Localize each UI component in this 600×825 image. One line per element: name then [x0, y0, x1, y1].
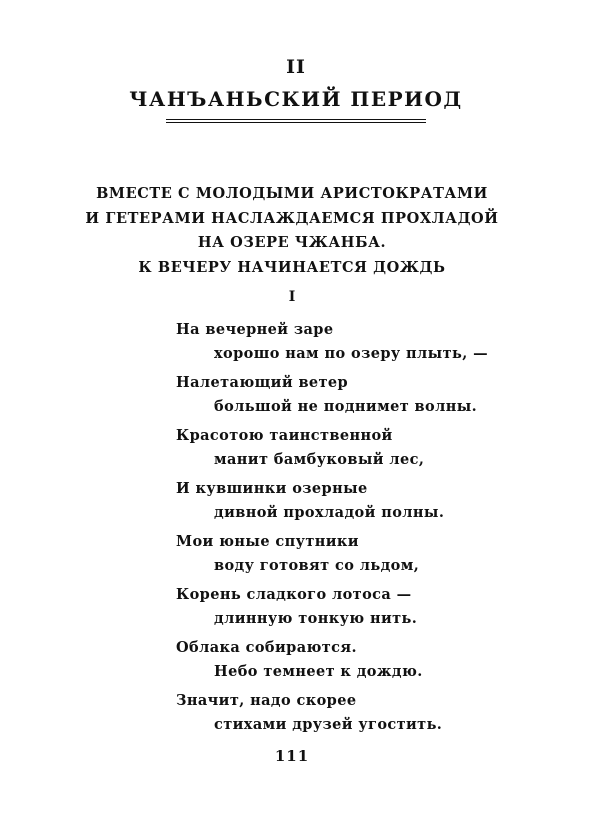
stanza-line: Корень сладкого лотоса — [176, 586, 412, 603]
stanza-line-indented: дивной прохладой полны. [214, 504, 445, 521]
stanza-line: Значит, надо скорее [176, 692, 357, 709]
stanza-line: Красотою таинственной [176, 427, 393, 444]
stanza-line-indented: Небо темнеет к дождю. [214, 663, 423, 680]
stanza [0, 321, 600, 371]
stanza-line-indented: стихами друзей угостить. [214, 716, 443, 733]
stanza-line-indented: воду готовят со льдом, [214, 557, 420, 574]
poem-title-line: И ГЕТЕРАМИ НАСЛАЖДАЕМСЯ ПРОХЛАДОЙ [85, 209, 499, 227]
stanza [0, 480, 600, 530]
poem-title-line: К ВЕЧЕРУ НАЧИНАЕТСЯ ДОЖДЬ [138, 258, 446, 276]
section-title: ЧАНЪАНЬСКИЙ ПЕРИОД [129, 87, 463, 111]
poem-title [0, 182, 584, 280]
title-underline [166, 119, 426, 120]
poem-title-line: ВМЕСТЕ С МОЛОДЫМИ АРИСТОКРАТАМИ [96, 185, 488, 202]
page-number: 111 [274, 747, 310, 765]
stanza [0, 639, 600, 689]
stanza [0, 586, 600, 636]
stanza [0, 533, 600, 583]
stanza-line: Налетающий ветер [176, 374, 349, 391]
stanza-line: И кувшинки озерные [176, 480, 368, 497]
stanza [0, 427, 600, 477]
poem-part-number: I [288, 289, 296, 305]
stanza-line: Мои юные спутники [176, 533, 359, 550]
stanza-line-indented: манит бамбуковый лес, [214, 451, 425, 468]
section-number: II [286, 56, 306, 78]
poem-title-line: НА ОЗЕРЕ ЧЖАНБА. [197, 234, 387, 251]
stanza-line: На вечерней заре [176, 321, 334, 338]
stanza-line-indented: хорошо нам по озеру плыть, — [214, 345, 489, 362]
title-underline-thin [166, 122, 426, 123]
stanza-line-indented: большой не поднимет волны. [214, 398, 478, 415]
stanza-line: Облака собираются. [176, 639, 357, 656]
stanza [0, 692, 600, 742]
stanza-line-indented: длинную тонкую нить. [214, 610, 418, 627]
stanza [0, 374, 600, 424]
